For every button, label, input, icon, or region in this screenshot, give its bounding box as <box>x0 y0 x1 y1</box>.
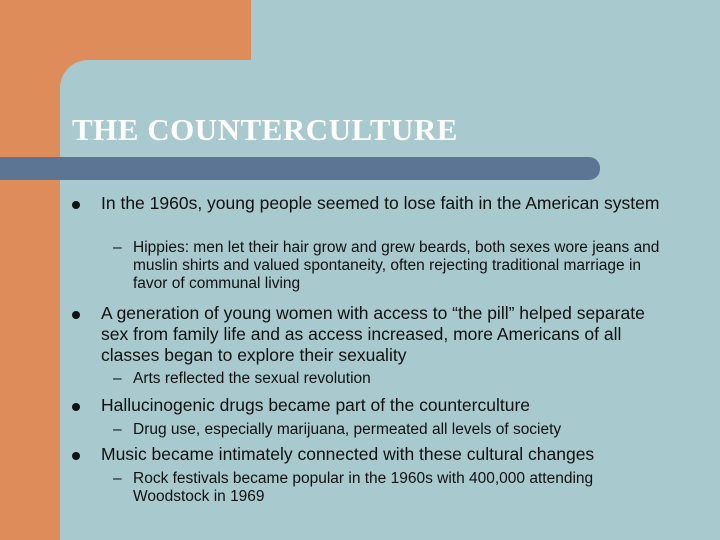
sub-bullet-item <box>113 421 673 439</box>
bullet-marker <box>72 452 80 460</box>
bullet-marker <box>72 201 80 209</box>
sub-bullet-text: Hippies: men let their hair grow and grew beards, both sexes wore jeans and muslin shirts and valued spontaneity, often rejecting traditional marriage in favor of communal living <box>133 239 660 292</box>
bullet-text: In the 1960s, young people seemed to lose faith in the American system <box>101 193 660 213</box>
bullet-text: Hallucinogenic drugs became part of the counterculture <box>101 395 530 415</box>
bullet-item <box>72 395 672 416</box>
bullet-text: A generation of young women with access to “the pill” helped separate sex from family life and as access increased, more Americans of all classes began to explore their sexuality <box>101 303 645 365</box>
dash-marker: – <box>113 470 122 487</box>
bullet-item <box>72 303 672 366</box>
sub-bullet-item <box>113 370 673 388</box>
dash-marker: – <box>113 239 122 256</box>
sub-bullet-item <box>113 470 673 506</box>
sub-bullet-text: Arts reflected the sexual revolution <box>133 370 371 387</box>
bullet-item <box>72 444 672 465</box>
sub-bullet-item <box>113 239 673 293</box>
bullet-item <box>72 193 672 214</box>
sub-bullet-text: Rock festivals became popular in the 1960s with 400,000 attending Woodstock in 1969 <box>133 470 594 505</box>
sub-bullet-text: Drug use, especially marijuana, permeated all levels of society <box>133 421 562 438</box>
slide-title: THE COUNTERCULTURE <box>72 112 458 147</box>
bullet-marker <box>72 403 80 411</box>
bullet-text: Music became intimately connected with these cultural changes <box>101 444 595 464</box>
dash-marker: – <box>113 421 122 438</box>
bullet-marker <box>72 311 80 319</box>
dash-marker: – <box>113 370 122 387</box>
